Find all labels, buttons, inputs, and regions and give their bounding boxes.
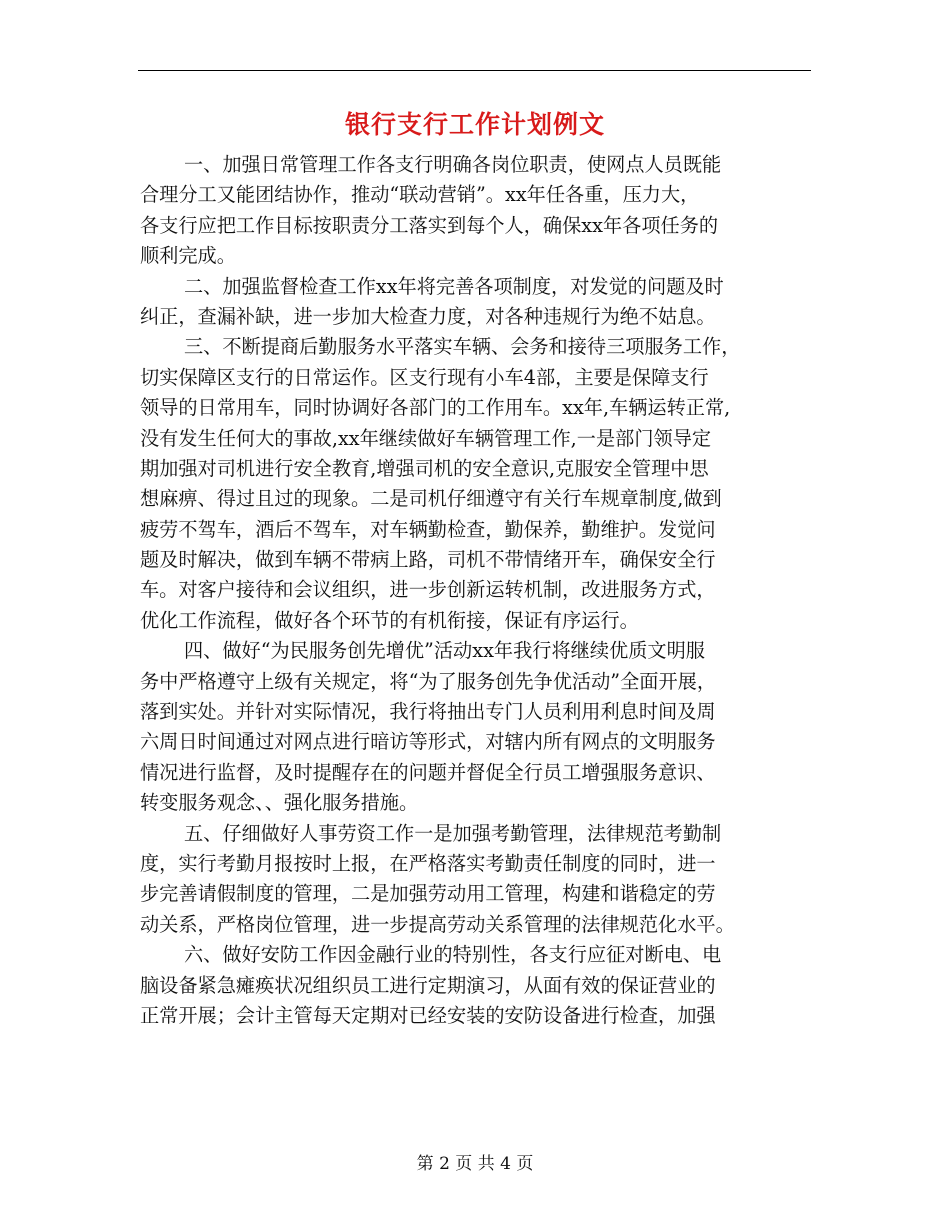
text-line: 步完善请假制度的管理，二是加强劳动用工管理，构建和谐稳定的劳: [140, 882, 716, 906]
text-line: 合理分工又能团结协作，推动“联动营销”。xx年任各重，压力大，: [140, 183, 700, 207]
text-line: 一、加强日常管理工作各支行明确各岗位职责，使网点人员既能: [184, 153, 722, 176]
text-line: 正常开展；会计主管每天定期对已经安装的安防设备进行检查，加强: [140, 1003, 716, 1027]
text-line: 纠正，查漏补缺，进一步加大检查力度，对各种违规行为绝不姑息。: [140, 304, 716, 328]
text-line: 五、仔细做好人事劳资工作一是加强考勤管理，法律规范考勤制: [184, 821, 722, 845]
text-line: 切实保障区支行的日常运作。区支行现有小车4部，主要是保障支行: [140, 365, 709, 389]
text-line: 转变服务观念、、强化服务措施。: [140, 791, 419, 815]
text-line: 务中严格遵守上级有关规定，将“为了服务创先争优活动”全面开展，: [140, 669, 717, 693]
text-line: 领导的日常用车，同时协调好各部门的工作用车。xx年,车辆运转正常,: [140, 396, 731, 420]
paragraph-3: [140, 332, 812, 636]
text-line: 脑设备紧急瘫痪状况组织员工进行定期演习，从面有效的保证营业的: [140, 973, 716, 997]
text-line: 想麻痹、得过且过的现象。二是司机仔细遵守有关行车规章制度,做到: [140, 487, 722, 511]
header-rule: [138, 70, 811, 71]
text-line: 六周日时间通过对网点进行暗访等形式，对辖内所有网点的文明服务: [140, 730, 716, 754]
text-line: 二、加强监督检查工作xx年将完善各项制度，对发觉的问题及时: [184, 274, 724, 298]
text-line: 疲劳不驾车，酒后不驾车，对车辆勤检查，勤保养，勤维护。发觉问: [140, 517, 716, 541]
page-current-number: 2: [439, 1154, 450, 1174]
text-line: 题及时解决，做到车辆不带病上路，司机不带情绪开车，确保安全行: [140, 548, 716, 572]
page-total-number: 4: [500, 1154, 511, 1174]
paragraph-6: [140, 940, 812, 1031]
text-line: 六、做好安防工作因金融行业的特别性，各支行应征对断电、电: [184, 943, 722, 967]
text-line: 落到实处。并针对实际情况，我行将抽出专门人员利用利息时间及周: [140, 700, 716, 724]
page-label-suffix: 页: [516, 1154, 534, 1174]
paragraph-4: [140, 636, 812, 818]
page-label-page: 页: [455, 1154, 473, 1174]
text-line: 各支行应把工作目标按职责分工落实到每个人，确保xx年各项任务的: [140, 213, 719, 237]
text-line: 动关系，严格岗位管理，进一步提高劳动关系管理的法律规范化水平。: [140, 912, 735, 936]
page-label-prefix: 第: [416, 1154, 434, 1174]
paragraph-5: [140, 819, 812, 941]
text-line: 度，实行考勤月报按时上报，在严格落实考勤责任制度的同时，进一: [140, 851, 716, 875]
paragraph-2: [140, 272, 812, 333]
text-line: 三、不断提商后勤服务水平落实车辆、会务和接待三项服务工作，: [184, 335, 741, 359]
page-footer: [0, 1152, 950, 1176]
text-line: 优化工作流程，做好各个环节的有机衔接，保证有序运行。: [140, 608, 639, 632]
paragraph-1: [140, 150, 812, 272]
text-line: 期加强对司机进行安全教育,增强司机的安全意识,克服安全管理中思: [140, 456, 709, 480]
text-line: 情况进行监督，及时提醒存在的问题并督促全行员工增强服务意识、: [140, 760, 716, 784]
text-line: 没有发生任何大的事故,xx年继续做好车辆管理工作,一是部门领导定: [140, 426, 712, 450]
document-body: [140, 150, 812, 1031]
document-title: 银行支行工作计划例文: [344, 110, 605, 139]
text-line: 顺利完成。: [140, 244, 236, 268]
text-line: 四、做好“为民服务创先增优”活动xx年我行将继续优质文明服: [184, 639, 705, 663]
page-label-total: 共: [477, 1154, 495, 1174]
text-line: 车。对客户接待和会议组织，进一步创新运转机制，改进服务方式，: [140, 578, 716, 602]
